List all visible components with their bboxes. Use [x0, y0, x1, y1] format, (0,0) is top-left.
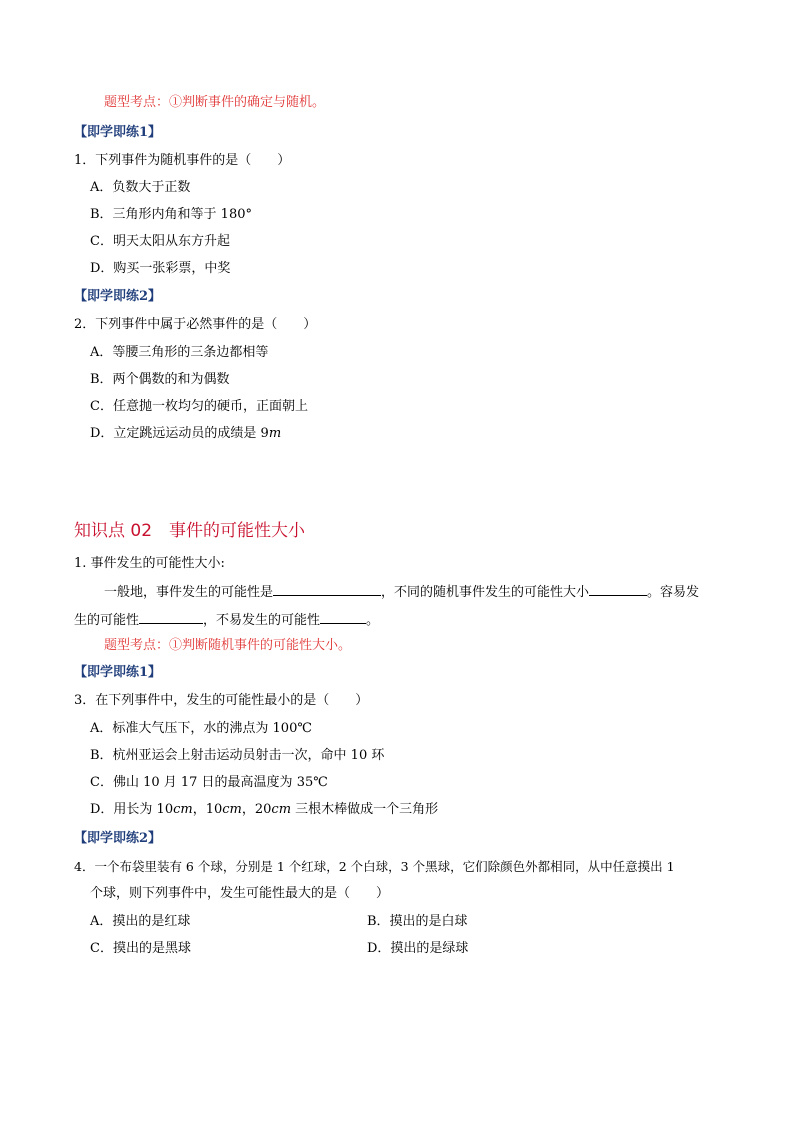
- question-4-line-2: 个球，则下列事件中，发生可能性最大的是（ ）: [90, 886, 390, 901]
- fill-blank-line-2: [74, 610, 379, 630]
- practice-label-2: 【即学即练2】: [74, 289, 162, 304]
- q2-option-a: A．等腰三角形的三条边都相等: [90, 345, 269, 360]
- point-note-2: 题型考点：①判断随机事件的可能性大小。: [104, 638, 352, 653]
- fill-text-5: ，不易发生的可能性: [203, 613, 321, 628]
- q4-option-a: A．摸出的是红球: [90, 914, 191, 929]
- q4-option-b: B．摸出的是白球: [367, 914, 468, 929]
- q4-option-d: D．摸出的是绿球: [367, 941, 469, 956]
- question-1: 1．下列事件为随机事件的是（ ）: [74, 153, 291, 168]
- q3-d-unit-2: cm: [222, 802, 242, 817]
- q1-option-d: D．购买一张彩票，中奖: [90, 261, 231, 276]
- q1-option-a: A．负数大于正数: [90, 180, 191, 195]
- question-2: 2．下列事件中属于必然事件的是（ ）: [74, 317, 317, 332]
- fill-text-2: ，不同的随机事件发生的可能性大小: [381, 585, 590, 600]
- question-4-line-1: 4．一个布袋里装有 6 个球，分别是 1 个红球，2 个白球，3 个黑球，它们除颜色外都相同，从中任意摸出 1: [74, 859, 675, 874]
- q3-d-unit-3: cm: [271, 802, 292, 817]
- q2-option-b: B．两个偶数的和为偶数: [90, 372, 230, 387]
- q2-option-d-text: D．立定跳远运动员的成绩是 9: [90, 426, 269, 441]
- answer-blank-4[interactable]: [320, 610, 366, 624]
- q2-option-c: C．任意抛一枚均匀的硬币，正面朝上: [90, 399, 308, 414]
- q3-d-part-c: ，20: [241, 802, 272, 817]
- question-3: 3．在下列事件中，发生的可能性最小的是（ ）: [74, 693, 369, 708]
- q3-d-part-d: 三根木棒做成一个三角形: [291, 802, 439, 817]
- q3-option-c: C．佛山 10 月 17 日的最高温度为 35℃: [90, 775, 328, 790]
- section-item-1: 1. 事件发生的可能性大小:: [74, 556, 225, 571]
- q3-d-part-b: ，10: [192, 802, 223, 817]
- q2-option-d-unit: m: [268, 426, 282, 441]
- q3-option-b: B．杭州亚运会上射击运动员射击一次，命中 10 环: [90, 748, 385, 763]
- fill-text-4: 生的可能性: [74, 613, 140, 628]
- fill-text-6: 。: [366, 613, 380, 628]
- practice-label-3: 【即学即练1】: [74, 665, 162, 680]
- section-title: 知识点 02 事件的可能性大小: [74, 521, 306, 541]
- q1-option-c: C．明天太阳从东方升起: [90, 234, 230, 249]
- practice-label-4: 【即学即练2】: [74, 831, 162, 846]
- q4-option-c: C．摸出的是黑球: [90, 941, 191, 956]
- q3-option-d: [90, 801, 438, 819]
- q1-option-b: B．三角形内角和等于 180°: [90, 207, 252, 222]
- answer-blank-2[interactable]: [589, 582, 647, 596]
- q3-d-unit-1: cm: [173, 802, 193, 817]
- q2-option-d: [90, 425, 281, 443]
- point-note-1: 题型考点：①判断事件的确定与随机。: [104, 95, 326, 110]
- q3-d-part-a: D．用长为 10: [90, 802, 174, 817]
- answer-blank-3[interactable]: [139, 610, 203, 624]
- fill-text-3: 。容易发: [647, 585, 700, 600]
- q3-option-a: A．标准大气压下，水的沸点为 100℃: [90, 721, 312, 736]
- fill-blank-line-1: [104, 582, 699, 602]
- fill-text-1: 一般地，事件发生的可能性是: [104, 585, 274, 600]
- practice-label-1: 【即学即练1】: [74, 125, 162, 140]
- answer-blank-1[interactable]: [273, 582, 381, 596]
